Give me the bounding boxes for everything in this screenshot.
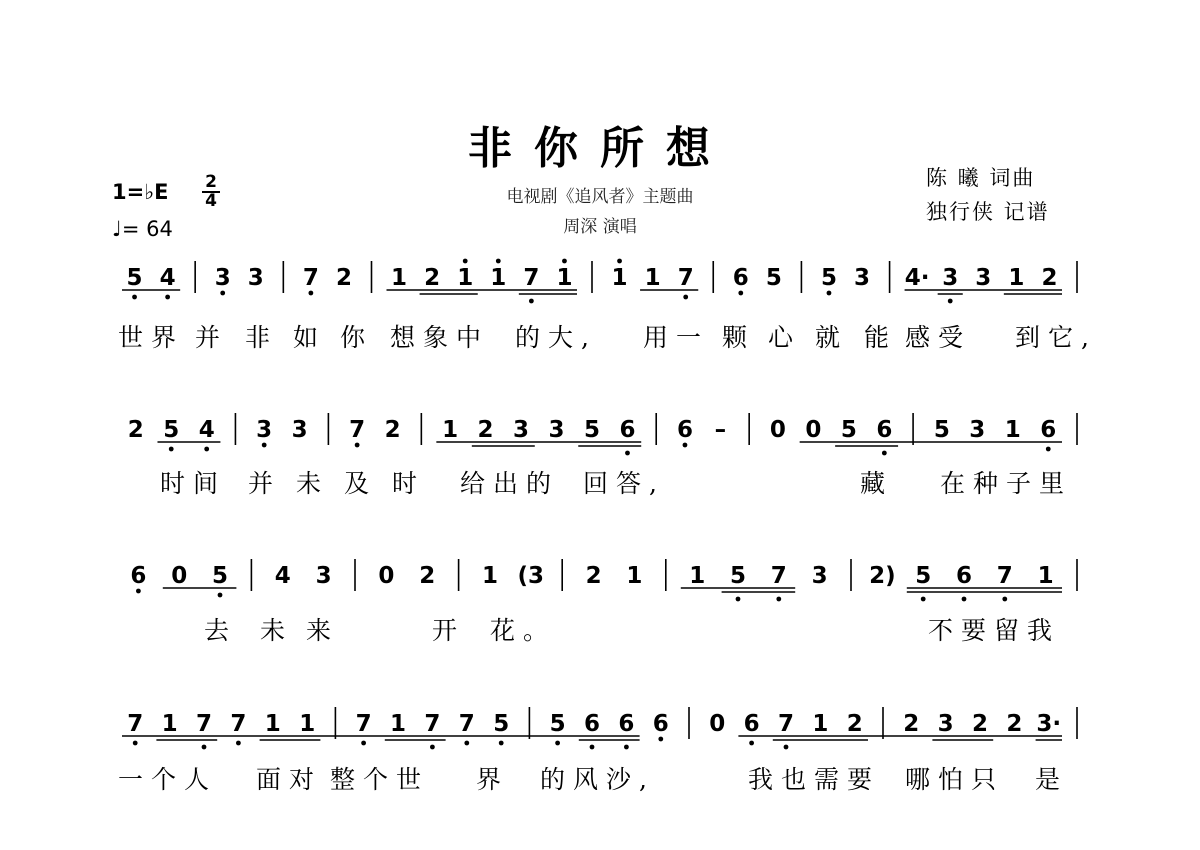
note: 7 bbox=[230, 711, 247, 737]
lyric-word: 如 bbox=[293, 323, 327, 352]
transcriber-credit: 独行侠 记谱 bbox=[926, 200, 1050, 224]
note: – bbox=[714, 417, 727, 443]
octave-dot-below bbox=[430, 745, 435, 750]
note: 7 bbox=[424, 711, 441, 737]
note: 7 bbox=[302, 265, 319, 291]
note: 0 bbox=[805, 417, 822, 443]
octave-dot-below bbox=[590, 745, 595, 750]
note: 3 bbox=[811, 563, 828, 589]
lyric-word: 一个人 bbox=[118, 765, 218, 794]
note: 7 bbox=[458, 711, 475, 737]
note: 5 bbox=[163, 417, 180, 443]
lyric-word: 能 bbox=[864, 323, 898, 352]
note: 5 bbox=[549, 711, 566, 737]
note: 5 bbox=[493, 711, 510, 737]
lyric-word: 的风沙, bbox=[540, 765, 655, 794]
note: 3 bbox=[975, 265, 992, 291]
octave-dot-below bbox=[499, 741, 504, 746]
lyric-word: 去 bbox=[204, 616, 238, 645]
note: 1 bbox=[689, 563, 706, 589]
song-title: 非你所想 bbox=[468, 123, 732, 174]
note: 0 bbox=[378, 563, 395, 589]
lyric-word: 用一 bbox=[643, 323, 710, 352]
note: 2 bbox=[127, 417, 144, 443]
lyric-word: 到它, bbox=[1015, 323, 1097, 352]
octave-dot-above bbox=[463, 259, 468, 264]
note: 1 bbox=[1004, 417, 1021, 443]
note: 2 bbox=[846, 711, 863, 737]
note: 3 bbox=[513, 417, 530, 443]
octave-dot-below bbox=[827, 291, 832, 296]
octave-dot-below bbox=[355, 443, 360, 448]
lyric-word: 就 bbox=[815, 323, 849, 352]
octave-dot-below bbox=[1046, 447, 1051, 452]
note: 5 bbox=[915, 563, 932, 589]
note: 5 bbox=[126, 265, 143, 291]
octave-dot-below bbox=[361, 741, 366, 746]
note: 5 bbox=[729, 563, 747, 589]
note: 4· bbox=[904, 265, 930, 291]
note: 6 bbox=[1040, 417, 1057, 443]
note: 3 bbox=[214, 265, 231, 291]
note: 7 bbox=[127, 711, 144, 737]
lyric-word: 及 bbox=[344, 469, 378, 498]
octave-dot-below bbox=[262, 443, 267, 448]
note: 4 bbox=[159, 265, 176, 291]
octave-dot-below bbox=[736, 597, 741, 602]
note: 1 bbox=[481, 563, 499, 589]
note: 6 bbox=[652, 711, 669, 737]
octave-dot-below bbox=[236, 741, 241, 746]
octave-dot-below bbox=[218, 593, 223, 598]
octave-dot-below bbox=[464, 741, 469, 746]
lyric-word: 感受 bbox=[905, 323, 972, 352]
lyric-word: 并 bbox=[195, 323, 229, 352]
key-signature: 1=♭E bbox=[112, 180, 169, 204]
octave-dot-below bbox=[749, 741, 754, 746]
lyric-word: 回答, bbox=[583, 469, 665, 498]
lyric-word: 想象中 bbox=[390, 323, 490, 352]
time-signature-bottom: 4 bbox=[205, 191, 217, 211]
note: 3 bbox=[854, 265, 871, 291]
note: 1 bbox=[264, 711, 281, 737]
octave-dot-below bbox=[204, 447, 209, 452]
octave-dot-above bbox=[617, 259, 622, 264]
octave-dot-above bbox=[496, 259, 501, 264]
lyric-word: 颗 bbox=[722, 323, 756, 352]
note: 5 bbox=[583, 417, 601, 443]
note: 1 bbox=[626, 563, 643, 589]
lyric-word: 心 bbox=[768, 323, 802, 352]
note: 6 bbox=[619, 417, 636, 443]
octave-dot-below bbox=[132, 295, 137, 300]
note: 1 bbox=[299, 711, 316, 737]
lyric-word: 界 bbox=[476, 765, 510, 794]
lyric-word: 时 bbox=[392, 469, 426, 498]
note: 2 bbox=[335, 265, 352, 291]
note: 1 bbox=[161, 711, 178, 737]
lyric-word: 未 bbox=[296, 469, 330, 498]
note: 7 bbox=[195, 711, 213, 737]
note: 3 bbox=[548, 417, 565, 443]
lyric-word: 未 bbox=[260, 616, 294, 645]
note: 6 bbox=[583, 711, 601, 737]
lyric-word: 面对 bbox=[256, 765, 323, 794]
note: 4 bbox=[198, 417, 215, 443]
composer-credit: 陈 曦 词曲 bbox=[926, 166, 1036, 190]
note: 1 bbox=[644, 265, 661, 291]
note: 2 bbox=[585, 563, 602, 589]
lyric-word: 是 bbox=[1035, 765, 1069, 794]
note: 2 bbox=[419, 563, 436, 589]
note: 5 bbox=[211, 563, 229, 589]
note: 1 bbox=[389, 711, 407, 737]
note: 2 bbox=[477, 417, 494, 443]
note: 7 bbox=[777, 711, 795, 737]
note: 6 bbox=[876, 417, 893, 443]
octave-dot-below bbox=[529, 299, 534, 304]
octave-dot-below bbox=[136, 589, 141, 594]
note: 1 bbox=[812, 711, 829, 737]
note: 1 bbox=[1037, 563, 1054, 589]
subtitle: 电视剧《追风者》主题曲 bbox=[506, 187, 694, 207]
note: 3 bbox=[247, 265, 264, 291]
lyric-word: 整个世 bbox=[330, 765, 430, 794]
note: 5 bbox=[840, 417, 857, 443]
lyric-word: 藏 bbox=[860, 469, 894, 498]
note: 5 bbox=[765, 265, 782, 291]
lyric-word: 在种子里 bbox=[940, 469, 1073, 498]
note: 2 bbox=[903, 711, 920, 737]
note: 2 bbox=[971, 711, 989, 737]
octave-dot-below bbox=[202, 745, 207, 750]
note: 2) bbox=[869, 563, 896, 589]
note: 6 bbox=[732, 265, 749, 291]
lyric-word: 世界 bbox=[118, 323, 185, 352]
octave-dot-below bbox=[308, 291, 313, 296]
lyric-word: 我也需要 bbox=[748, 765, 881, 794]
note: 2 bbox=[424, 265, 441, 291]
note: 1 bbox=[611, 265, 628, 291]
lyric-word: 并 bbox=[248, 469, 282, 498]
note: 4 bbox=[274, 563, 291, 589]
octave-dot-below bbox=[683, 443, 688, 448]
note: 6 bbox=[130, 563, 147, 589]
note: 1 bbox=[457, 265, 474, 291]
note: 6 bbox=[618, 711, 635, 737]
lyric-word: 不要留我 bbox=[928, 616, 1061, 645]
note: 3 bbox=[969, 417, 986, 443]
time-signature-top: 2 bbox=[205, 172, 217, 192]
note: 6 bbox=[743, 711, 760, 737]
note: 3· bbox=[1036, 711, 1062, 737]
octave-dot-below bbox=[555, 741, 560, 746]
singer: 周深 演唱 bbox=[563, 217, 637, 237]
note: 3 bbox=[315, 563, 332, 589]
note: 7 bbox=[355, 711, 372, 737]
note: 0 bbox=[171, 563, 188, 589]
note: 1 bbox=[1008, 265, 1025, 291]
lyric-word: 的大, bbox=[515, 323, 597, 352]
lyric-word: 时间 bbox=[160, 469, 227, 498]
octave-dot-below bbox=[1002, 597, 1007, 602]
octave-dot-below bbox=[738, 291, 743, 296]
lyric-word: 开 bbox=[432, 616, 466, 645]
lyric-word: 来 bbox=[306, 616, 340, 645]
octave-dot-below bbox=[658, 737, 663, 742]
note: 7 bbox=[523, 265, 540, 291]
note: 7 bbox=[996, 563, 1013, 589]
note: 5 bbox=[820, 265, 837, 291]
note: 1 bbox=[556, 265, 573, 291]
note: 0 bbox=[709, 711, 726, 737]
note: 7 bbox=[770, 563, 787, 589]
note: 5 bbox=[933, 417, 950, 443]
octave-dot-below bbox=[625, 451, 630, 456]
note: 6 bbox=[955, 563, 973, 589]
note: 3 bbox=[256, 417, 273, 443]
octave-dot-below bbox=[220, 291, 225, 296]
octave-dot-below bbox=[683, 295, 688, 300]
octave-dot-below bbox=[921, 597, 926, 602]
octave-dot-below bbox=[133, 741, 138, 746]
note: 1 bbox=[391, 265, 408, 291]
lyric-word: 你 bbox=[340, 323, 374, 352]
note: 7 bbox=[349, 417, 366, 443]
octave-dot-below bbox=[948, 299, 953, 304]
lyric-word: 非 bbox=[245, 323, 279, 352]
lyric-word: 哪怕只 bbox=[905, 765, 1005, 794]
note: 2 bbox=[1041, 265, 1058, 291]
octave-dot-below bbox=[962, 597, 967, 602]
octave-dot-above bbox=[562, 259, 567, 264]
note: 3 bbox=[291, 417, 308, 443]
note: 6 bbox=[676, 417, 693, 443]
note: 0 bbox=[769, 417, 786, 443]
note: 1 bbox=[490, 265, 507, 291]
octave-dot-below bbox=[169, 447, 174, 452]
tempo-marking: ♩= 64 bbox=[112, 217, 173, 241]
note: (3 bbox=[517, 563, 545, 589]
lyric-word: 给出的 bbox=[460, 469, 560, 498]
note: 1 bbox=[442, 417, 459, 443]
octave-dot-below bbox=[784, 745, 789, 750]
octave-dot-below bbox=[624, 745, 629, 750]
octave-dot-below bbox=[776, 597, 781, 602]
octave-dot-below bbox=[165, 295, 170, 300]
octave-dot-below bbox=[882, 451, 887, 456]
note: 7 bbox=[677, 265, 694, 291]
note: 3 bbox=[937, 711, 954, 737]
note: 2 bbox=[1006, 711, 1023, 737]
lyric-word: 花。 bbox=[490, 616, 557, 645]
note: 3 bbox=[942, 265, 959, 291]
note: 2 bbox=[384, 417, 401, 443]
